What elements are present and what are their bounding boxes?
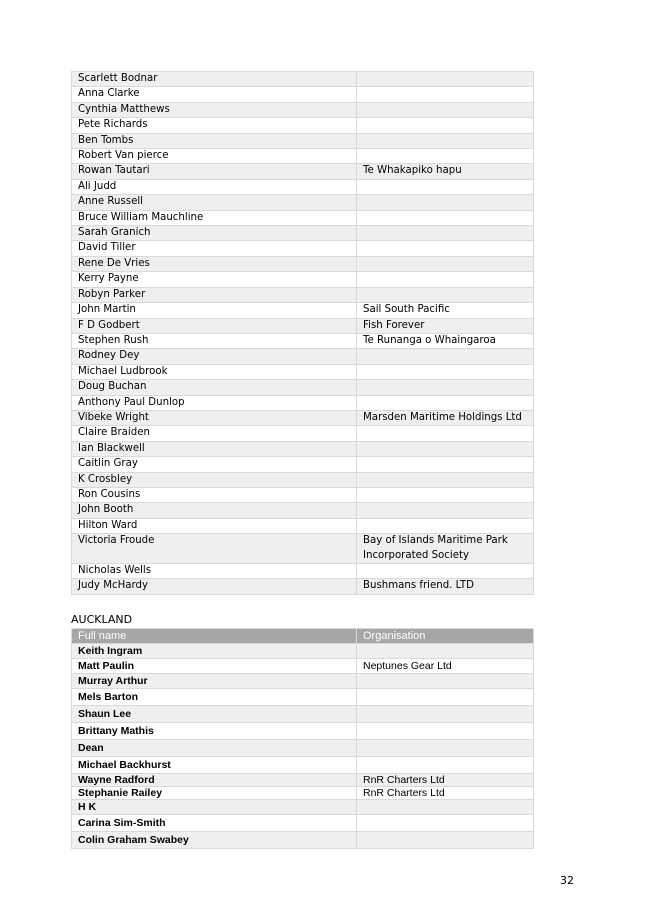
table-row — [72, 518, 534, 533]
table-row — [72, 723, 534, 740]
organisation-cell — [357, 441, 534, 456]
table-row — [72, 441, 534, 456]
organisation-cell — [357, 395, 534, 410]
table-row — [72, 706, 534, 723]
organisation-cell — [357, 72, 534, 87]
table-row — [72, 740, 534, 757]
organisation-cell: Te Whakapiko hapu — [357, 164, 534, 179]
table-row — [72, 774, 534, 787]
organisation-cell — [357, 832, 534, 849]
organisation-cell — [357, 503, 534, 518]
table-row — [72, 380, 534, 395]
table-row — [72, 579, 534, 594]
full-name-cell: Brittany Mathis — [72, 723, 357, 740]
table-row — [72, 179, 534, 194]
full-name-cell: Dean — [72, 740, 357, 757]
organisation-cell — [357, 149, 534, 164]
table-row — [72, 318, 534, 333]
full-name-cell: Robert Van pierce — [72, 149, 357, 164]
full-name-cell: Keith Ingram — [72, 644, 357, 659]
organisation-cell — [357, 241, 534, 256]
table-row — [72, 395, 534, 410]
table-row — [72, 674, 534, 689]
organisation-cell — [357, 287, 534, 302]
full-name-cell: Kerry Payne — [72, 272, 357, 287]
table-row — [72, 426, 534, 441]
table-row — [72, 272, 534, 287]
organisation-cell — [357, 195, 534, 210]
full-name-cell: Ben Tombs — [72, 133, 357, 148]
full-name-cell: John Booth — [72, 503, 357, 518]
organisation-cell — [357, 564, 534, 579]
full-name-cell: Robyn Parker — [72, 287, 357, 302]
table-row — [72, 787, 534, 800]
organisation-cell — [357, 133, 534, 148]
full-name-cell: Wayne Radford — [72, 774, 357, 787]
table-row — [72, 210, 534, 225]
organisation-cell — [357, 457, 534, 472]
table-row — [72, 195, 534, 210]
full-name-cell: H K — [72, 800, 357, 815]
full-name-cell: Vibeke Wright — [72, 410, 357, 425]
table-row — [72, 644, 534, 659]
full-name-cell: Mels Barton — [72, 689, 357, 706]
organisation-cell — [357, 674, 534, 689]
table-row — [72, 256, 534, 271]
table-header-row — [72, 629, 534, 644]
table-row — [72, 564, 534, 579]
organisation-cell — [357, 272, 534, 287]
table-row — [72, 303, 534, 318]
organisation-cell — [357, 87, 534, 102]
table-row — [72, 102, 534, 117]
table-row — [72, 349, 534, 364]
table-row — [72, 87, 534, 102]
table-row — [72, 226, 534, 241]
full-name-cell: Judy McHardy — [72, 579, 357, 594]
full-name-cell: Michael Ludbrook — [72, 364, 357, 379]
full-name-cell: Carina Sim-Smith — [72, 815, 357, 832]
organisation-cell: Bay of Islands Maritime Park Incorporated Society — [357, 534, 534, 564]
full-name-cell: Rowan Tautari — [72, 164, 357, 179]
full-name-cell: Doug Buchan — [72, 380, 357, 395]
organisation-cell — [357, 349, 534, 364]
organisation-cell — [357, 518, 534, 533]
full-name-cell: Nicholas Wells — [72, 564, 357, 579]
full-name-cell: Cynthia Matthews — [72, 102, 357, 117]
full-name-cell: Shaun Lee — [72, 706, 357, 723]
submitters-table-northland — [71, 71, 534, 595]
organisation-cell — [357, 364, 534, 379]
organisation-cell: Neptunes Gear Ltd — [357, 659, 534, 674]
page-number: 32 — [560, 874, 574, 887]
organisation-cell — [357, 179, 534, 194]
table-row — [72, 164, 534, 179]
organisation-cell — [357, 472, 534, 487]
table-row — [72, 689, 534, 706]
organisation-cell: Te Runanga o Whaingaroa — [357, 333, 534, 348]
full-name-cell: F D Godbert — [72, 318, 357, 333]
table-row — [72, 333, 534, 348]
organisation-cell — [357, 740, 534, 757]
full-name-cell: Colin Graham Swabey — [72, 832, 357, 849]
full-name-cell: Sarah Granich — [72, 226, 357, 241]
organisation-cell — [357, 426, 534, 441]
table-row — [72, 757, 534, 774]
full-name-cell: Ali Judd — [72, 179, 357, 194]
table-row — [72, 241, 534, 256]
organisation-cell: RnR Charters Ltd — [357, 787, 534, 800]
full-name-cell: Anna Clarke — [72, 87, 357, 102]
table-row — [72, 457, 534, 472]
full-name-cell: Stephanie Railey — [72, 787, 357, 800]
table-row — [72, 410, 534, 425]
table-row — [72, 472, 534, 487]
organisation-cell — [357, 800, 534, 815]
organisation-cell — [357, 723, 534, 740]
table-row — [72, 487, 534, 502]
full-name-cell: Rene De Vries — [72, 256, 357, 271]
organisation-cell — [357, 644, 534, 659]
submitters-table-auckland — [71, 628, 534, 849]
table-row — [72, 832, 534, 849]
organisation-cell — [357, 380, 534, 395]
organisation-cell — [357, 757, 534, 774]
full-name-cell: Stephen Rush — [72, 333, 357, 348]
table-row — [72, 72, 534, 87]
full-name-cell: Anne Russell — [72, 195, 357, 210]
table-row — [72, 503, 534, 518]
organisation-cell: Fish Forever — [357, 318, 534, 333]
organisation-cell: Sail South Pacific — [357, 303, 534, 318]
organisation-cell — [357, 102, 534, 117]
table-row — [72, 149, 534, 164]
organisation-cell: RnR Charters Ltd — [357, 774, 534, 787]
organisation-cell — [357, 706, 534, 723]
column-header-full-name: Full name — [72, 629, 357, 644]
table-row — [72, 815, 534, 832]
organisation-cell — [357, 256, 534, 271]
table-row — [72, 133, 534, 148]
full-name-cell: K Crosbley — [72, 472, 357, 487]
organisation-cell — [357, 815, 534, 832]
table-row — [72, 800, 534, 815]
full-name-cell: Claire Braiden — [72, 426, 357, 441]
table-row — [72, 659, 534, 674]
organisation-cell — [357, 689, 534, 706]
full-name-cell: John Martin — [72, 303, 357, 318]
full-name-cell: Caitlin Gray — [72, 457, 357, 472]
full-name-cell: Michael Backhurst — [72, 757, 357, 774]
full-name-cell: Ian Blackwell — [72, 441, 357, 456]
column-header-organisation: Organisation — [357, 629, 534, 644]
full-name-cell: Hilton Ward — [72, 518, 357, 533]
full-name-cell: Scarlett Bodnar — [72, 72, 357, 87]
full-name-cell: Matt Paulin — [72, 659, 357, 674]
full-name-cell: Rodney Dey — [72, 349, 357, 364]
organisation-cell — [357, 210, 534, 225]
table-row — [72, 118, 534, 133]
full-name-cell: Anthony Paul Dunlop — [72, 395, 357, 410]
table-row — [72, 287, 534, 302]
full-name-cell: Pete Richards — [72, 118, 357, 133]
full-name-cell: Ron Cousins — [72, 487, 357, 502]
organisation-cell — [357, 226, 534, 241]
organisation-cell — [357, 118, 534, 133]
organisation-cell: Marsden Maritime Holdings Ltd — [357, 410, 534, 425]
full-name-cell: Murray Arthur — [72, 674, 357, 689]
organisation-cell — [357, 487, 534, 502]
table-row — [72, 534, 534, 564]
full-name-cell: Bruce William Mauchline — [72, 210, 357, 225]
organisation-cell: Bushmans friend. LTD — [357, 579, 534, 594]
table-row — [72, 364, 534, 379]
full-name-cell: Victoria Froude — [72, 534, 357, 564]
full-name-cell: David Tiller — [72, 241, 357, 256]
section-title-auckland: AUCKLAND — [71, 613, 133, 626]
